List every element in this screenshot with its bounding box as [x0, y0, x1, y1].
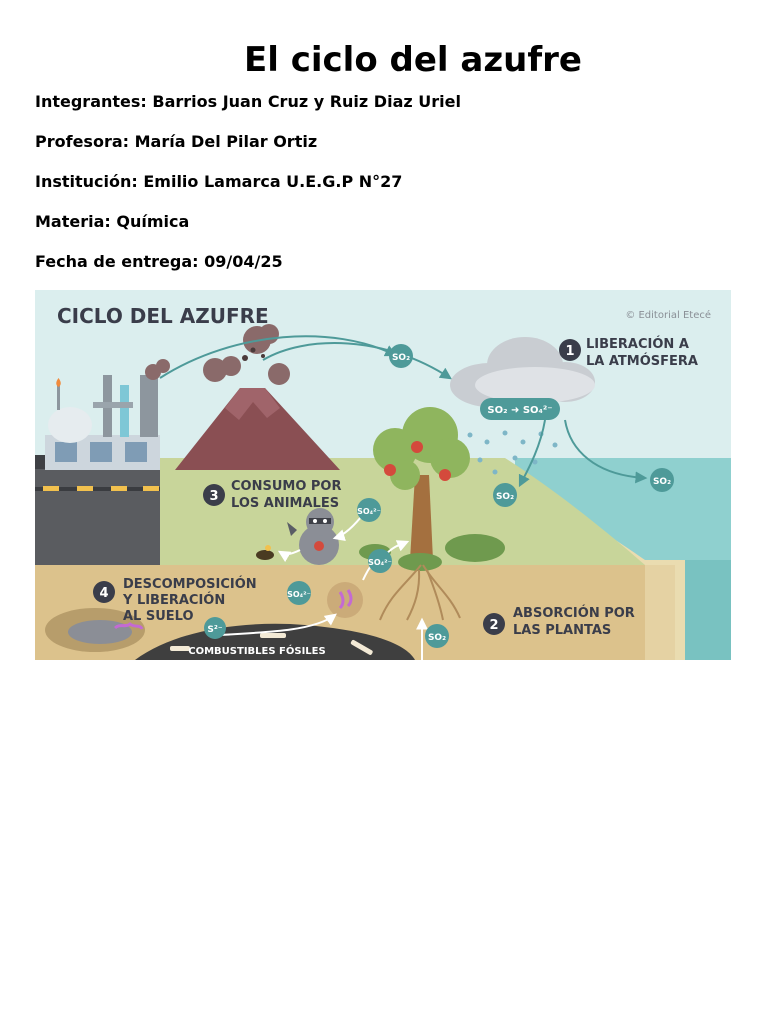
fossil-fuels-label: COMBUSTIBLES FÓSILES: [188, 646, 326, 657]
institution-line: Institución: Emilio Lamarca U.E.G.P N°27: [35, 172, 403, 191]
svg-text:S²⁻: S²⁻: [207, 625, 223, 635]
diagram-credit: © Editorial Etecé: [625, 310, 711, 321]
svg-text:SO₂: SO₂: [495, 492, 515, 502]
svg-text:CONSUMO POR: CONSUMO POR: [231, 479, 342, 494]
svg-text:Y LIBERACIÓN: Y LIBERACIÓN: [123, 593, 226, 608]
so4-badge-soil: [287, 581, 311, 605]
so4-badge-tree: [368, 549, 392, 573]
so2-badge-sea: [650, 468, 674, 492]
svg-text:AL SUELO: AL SUELO: [123, 609, 194, 624]
svg-text:4: 4: [99, 586, 109, 601]
svg-text:SO₂: SO₂: [391, 353, 411, 363]
svg-text:SO₄²⁻: SO₄²⁻: [287, 590, 311, 599]
svg-text:ABSORCIÓN POR: ABSORCIÓN POR: [513, 606, 635, 621]
svg-text:2: 2: [489, 618, 499, 633]
svg-text:LA ATMÓSFERA: LA ATMÓSFERA: [586, 354, 698, 369]
reaction-badge: [480, 398, 560, 420]
so4-badge-animal: [357, 498, 381, 522]
s2-badge: [204, 617, 226, 639]
road: [35, 455, 160, 565]
svg-text:SO₄²⁻: SO₄²⁻: [357, 507, 381, 516]
so2-badge-ground: [493, 483, 517, 507]
teacher-line: Profesora: María Del Pilar Ortiz: [35, 132, 318, 151]
svg-text:DESCOMPOSICIÓN: DESCOMPOSICIÓN: [123, 577, 257, 592]
due-date-line: Fecha de entrega: 09/04/25: [35, 252, 283, 271]
page-title: El ciclo del azufre: [244, 40, 582, 80]
sulfur-cycle-diagram: [35, 290, 731, 660]
svg-text:SO₂: SO₂: [652, 477, 672, 487]
members-line: Integrantes: Barrios Juan Cruz y Ruiz Diaz Uriel: [35, 92, 461, 111]
svg-text:3: 3: [209, 489, 219, 504]
subject-line: Materia: Química: [35, 212, 190, 231]
svg-text:LIBERACIÓN A: LIBERACIÓN A: [586, 337, 689, 352]
so2-badge-sky: [389, 344, 413, 368]
svg-text:SO₂: SO₂: [427, 633, 447, 643]
svg-text:SO₂ ➜ SO₄²⁻: SO₂ ➜ SO₄²⁻: [487, 405, 553, 416]
svg-text:1: 1: [565, 344, 575, 359]
svg-text:LOS ANIMALES: LOS ANIMALES: [231, 496, 340, 511]
so2-badge-roots: [425, 624, 449, 648]
diagram-title: CICLO DEL AZUFRE: [57, 304, 269, 328]
svg-text:SO₄²⁻: SO₄²⁻: [368, 558, 392, 567]
svg-text:LAS PLANTAS: LAS PLANTAS: [513, 623, 612, 638]
